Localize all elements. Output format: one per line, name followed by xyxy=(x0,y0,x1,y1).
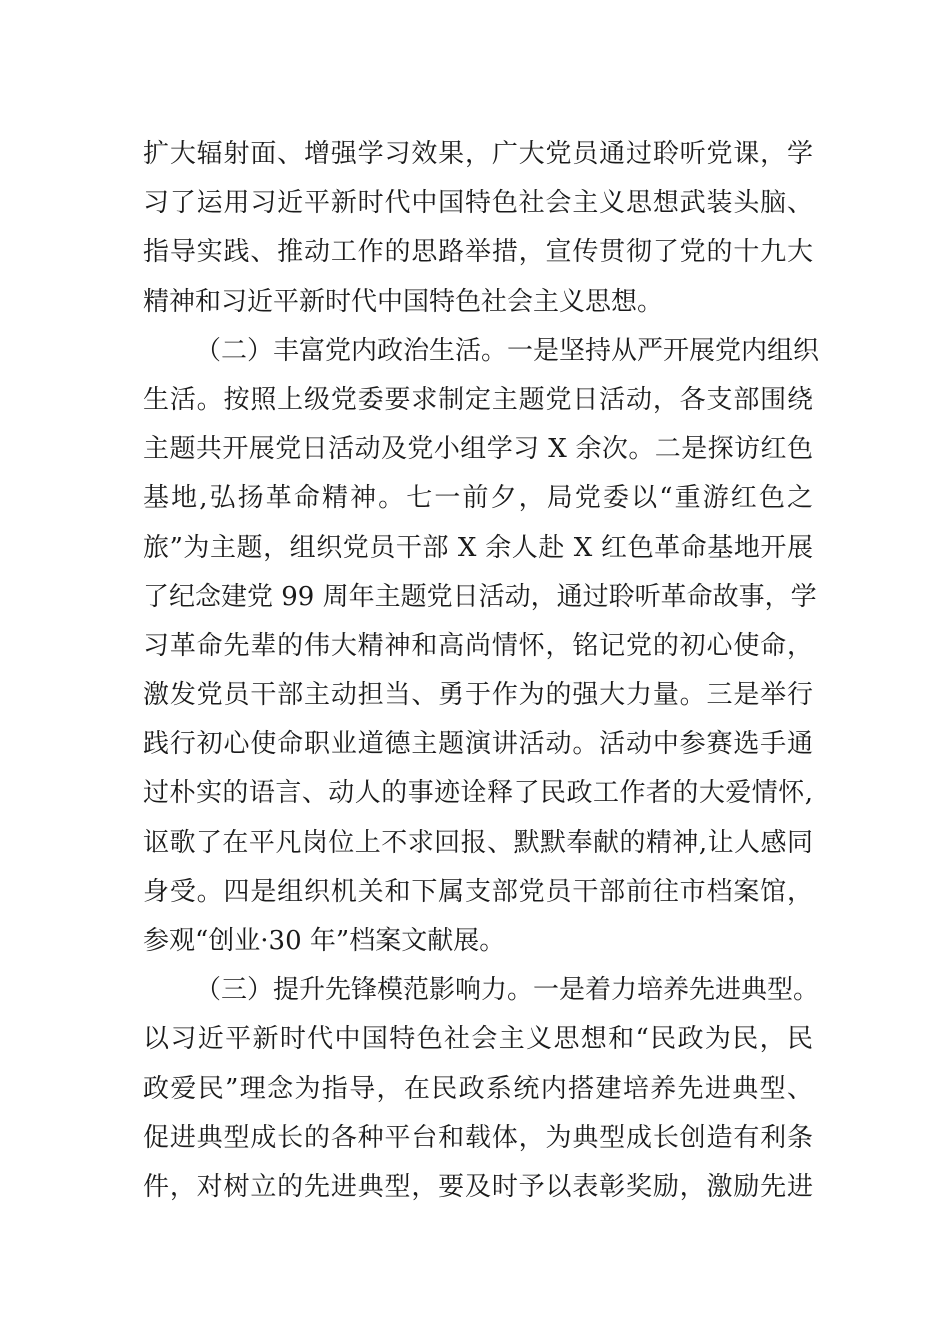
paragraph-heading-line: （三）提升先锋模范影响力。一是着力培养先进典型。 xyxy=(195,975,820,1006)
text-line: 过朴实的语言、动人的事迹诠释了民政工作者的大爱情怀, xyxy=(143,778,813,809)
text-line: 了纪念建党 99 周年主题党日活动，通过聆听革命故事，学 xyxy=(143,581,817,612)
text-line: 参观“创业·30 年”档案文献展。 xyxy=(143,926,506,956)
text-line: 件，对树立的先进典型，要及时予以表彰奖励，激励先进 xyxy=(143,1171,813,1202)
text-line: 主题共开展党日活动及党小组学习 X 余次。二是探访红色 xyxy=(143,434,813,465)
paragraph-heading-line: （二）丰富党内政治生活。一是坚持从严开展党内组织 xyxy=(195,335,820,366)
body-text xyxy=(143,130,820,1212)
text-line: 习革命先辈的伟大精神和高尚情怀，铭记党的初心使命， xyxy=(143,630,813,661)
text-line: 讴歌了在平凡岗位上不求回报、默默奉献的精神,让人感同 xyxy=(143,827,813,858)
text-line: 激发党员干部主动担当、勇于作为的强大力量。三是举行 xyxy=(143,680,813,711)
text-line: 精神和习近平新时代中国特色社会主义思想。 xyxy=(143,286,664,317)
text-line: 促进典型成长的各种平台和载体，为典型成长创造有利条 xyxy=(143,1122,813,1153)
text-line: 基地,弘扬革命精神。七一前夕，局党委以“重游红色之 xyxy=(143,483,813,514)
text-line: 习了运用习近平新时代中国特色社会主义思想武装头脑、 xyxy=(143,188,813,219)
text-line: 扩大辐射面、增强学习效果，广大党员通过聆听党课，学 xyxy=(143,139,813,169)
text-line: 践行初心使命职业道德主题演讲活动。活动中参赛选手通 xyxy=(143,729,813,760)
text-line: 指导实践、推动工作的思路举措，宣传贯彻了党的十九大 xyxy=(143,237,813,268)
text-line: 身受。四是组织机关和下属支部党员干部前往市档案馆， xyxy=(143,876,813,907)
text-line: 生活。按照上级党委要求制定主题党日活动，各支部围绕 xyxy=(143,384,813,415)
text-line: 政爱民”理念为指导，在民政系统内搭建培养先进典型、 xyxy=(143,1073,813,1104)
text-line: 旅”为主题，组织党员干部 X 余人赴 X 红色革命基地开展 xyxy=(143,532,813,563)
text-line: 以习近平新时代中国特色社会主义思想和“民政为民，民 xyxy=(143,1024,813,1055)
